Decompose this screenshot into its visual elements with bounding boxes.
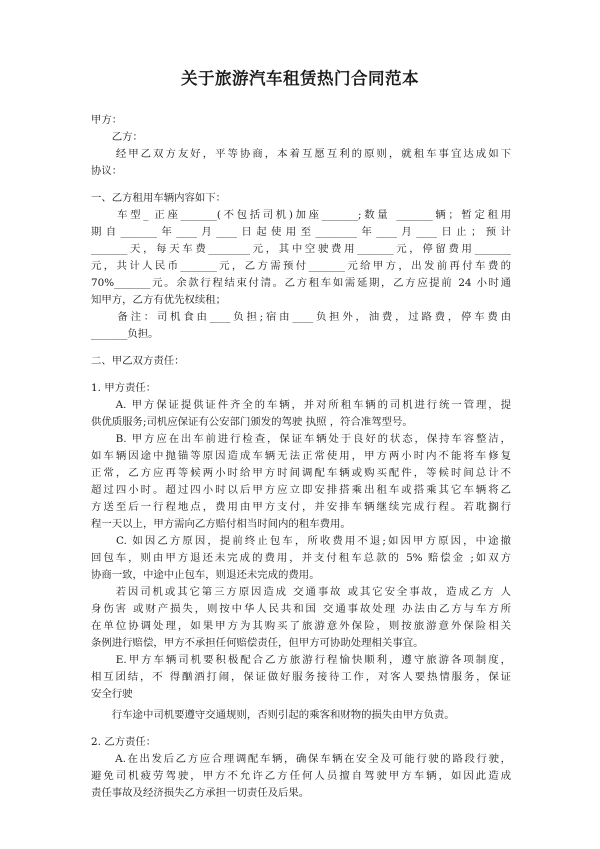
paragraph-line: 在单位协调处理，如果甲方为其购买了旅游意外保险，则按旅游意外保险相关 bbox=[91, 620, 511, 632]
paragraph-line: 供优质服务;司机应保证有公安部门颁发的驾驶 执照 ，符合准驾型号。 bbox=[91, 416, 413, 428]
paragraph-line: 车型_ 正座_______(不包括司机)加座_______;数量 _______辆；暂定租用 bbox=[91, 209, 511, 221]
paragraph-line: 超过四小时。超过四小时以后甲方应立即安排搭乘出租车或搭乘其它车辆将乙 bbox=[91, 484, 511, 496]
paragraph-line: _______天，每天车费________元，其中空驶费用_______元，停留费用_______ bbox=[91, 243, 511, 255]
document-title: 关于旅游汽车租赁热门合同范本 bbox=[181, 69, 419, 88]
paragraph-line: 经甲乙双方友好，平等协商，本着互愿互利的原则，就租车事宜达成如下 bbox=[91, 148, 511, 160]
paragraph-line: 避免司机疲劳驾驶，甲方不允许乙方任何人员擅自驾驶甲方车辆，如因此造成 bbox=[91, 770, 511, 782]
section-heading: 二、甲乙双方责任： bbox=[91, 355, 185, 367]
paragraph-line: E.甲方车辆司机要积极配合乙方旅游行程愉快顺利，遵守旅游各项制度， bbox=[91, 654, 511, 666]
subsection-heading: 1. 甲方责任： bbox=[91, 382, 157, 394]
paragraph-line: 条例进行赔偿，甲方不承担任何赔偿责任，但甲方可协助处理相关事宜。 bbox=[91, 637, 424, 649]
paragraph-line: A. 甲方保证提供证件齐全的车辆，并对所租车辆的司机进行统一管理，提 bbox=[91, 399, 511, 411]
section-heading: 一、乙方租用车辆内容如下： bbox=[91, 192, 227, 204]
paragraph-line: B. 甲方应在出车前进行检查，保证车辆处于良好的状态，保持车容整洁， bbox=[91, 433, 511, 445]
paragraph-line: 协议： bbox=[91, 165, 123, 177]
paragraph-line: _______负担。 bbox=[91, 328, 159, 340]
paragraph-line: 相互团结，不 得酗酒打闹，保证做好服务接待工作，对客人要热情服务，保证 bbox=[91, 671, 511, 683]
paragraph-line: 知甲方，乙方有优先权续租； bbox=[91, 294, 227, 306]
paragraph-line: 期自_______年____月____日起使用至________年____月____日止；预计 bbox=[91, 226, 511, 238]
paragraph-line: 行车途中司机要遵守交通规则，否则引起的乘客和财物的损失由甲方负责。 bbox=[91, 709, 455, 721]
paragraph-line: 若因司机或其它第三方原因造成 交通事故 或其它安全事故，造成乙方 人 bbox=[91, 586, 511, 598]
party-b-label: 乙方： bbox=[91, 131, 143, 143]
paragraph-line: 安全行驶 bbox=[91, 688, 133, 700]
party-a-label: 甲方： bbox=[91, 114, 123, 126]
paragraph-line: 方送至后一行程地点，费用由甲方支付，并安排车辆继续完成行程。若耽搁行 bbox=[91, 501, 511, 513]
paragraph-line: 70%_______元。余款行程结束付清。乙方租车如需延期，乙方应提前 24 小时通 bbox=[91, 277, 511, 289]
paragraph-line: 元，共计人民币_______元，乙方需预付_______元给甲方，出发前再付车费的 bbox=[91, 260, 511, 272]
paragraph-line: A.在出发后乙方应合理调配车辆，确保车辆在安全及可能行驶的路段行驶， bbox=[91, 753, 511, 765]
paragraph-line: 备注：司机食由____负担;宿由____负担外，油费，过路费，停车费由 bbox=[91, 311, 511, 323]
paragraph-line: 协商一致，中途中止包车，则退还未完成的费用。 bbox=[91, 569, 320, 581]
paragraph-line: 正常，乙方应再等候两小时给甲方时间调配车辆或购买配件，等候时间总计不 bbox=[91, 467, 511, 479]
paragraph-line: 责任事故及经济损失乙方承担一切责任及后果。 bbox=[91, 787, 310, 799]
paragraph-line: 程一天以上，甲方需向乙方赔付相当时间内的租车费用。 bbox=[91, 518, 351, 530]
paragraph-line: 回包车，则由甲方退还未完成的费用，并支付租车总款的 5% 赔偿金 ;如双方 bbox=[91, 552, 511, 564]
paragraph-line: C. 如因乙方原因，提前终止包车，所收费用不退;如因甲方原因，中途撤 bbox=[91, 535, 511, 547]
paragraph-line: 身伤害 或财产损失，则按中华人民共和国 交通事故处理 办法由乙方与车方所 bbox=[91, 603, 511, 615]
paragraph-line: 如车辆因途中抛锚等原因造成车辆无法正常使用，甲方两小时内不能将车修复 bbox=[91, 450, 511, 462]
subsection-heading: 2. 乙方责任： bbox=[91, 736, 157, 748]
